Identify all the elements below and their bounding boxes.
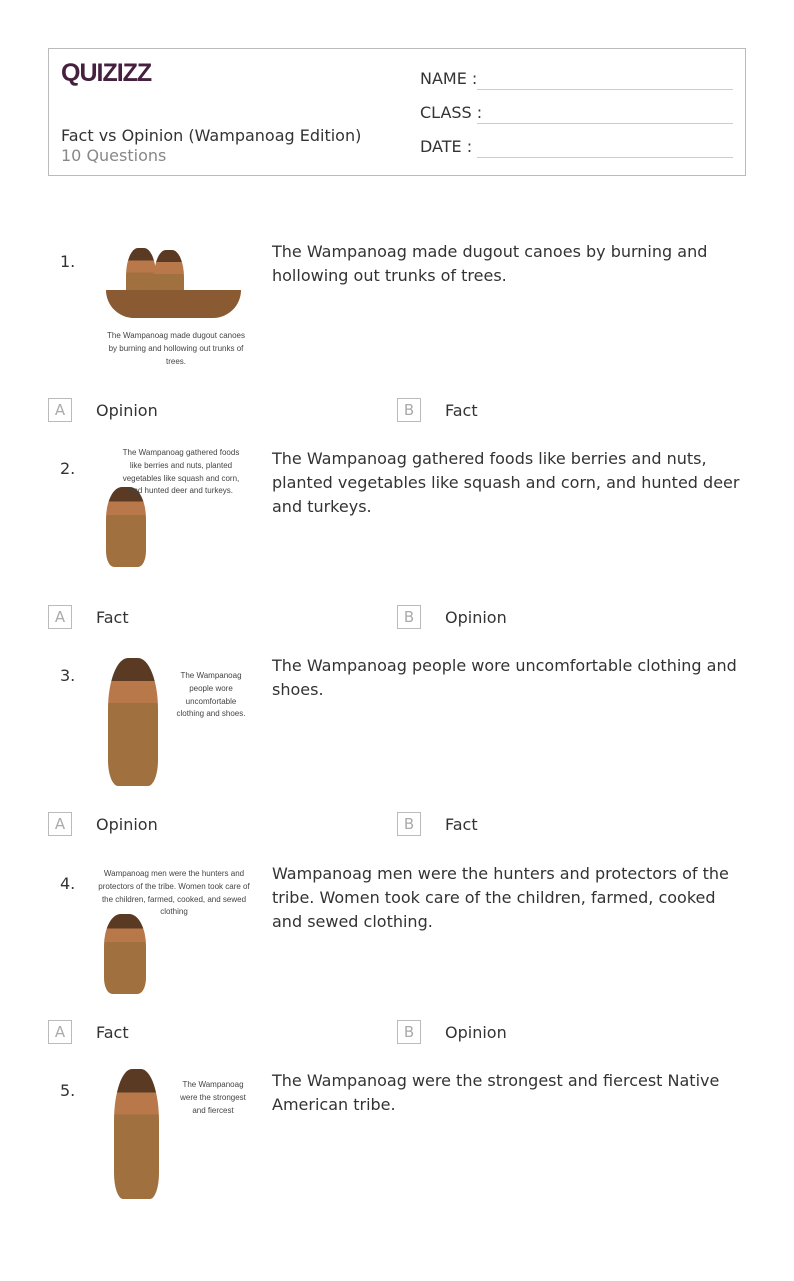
- question-image: [96, 1069, 252, 1205]
- option-label: Opinion: [96, 400, 158, 420]
- image-caption: Wampanoag men were the hunters and protectors of the tribe. Women took care of the children, farmed, cooked, and sewed clothing: [98, 869, 250, 917]
- class-field[interactable]: [420, 103, 482, 122]
- question-image: [96, 240, 252, 376]
- option-label: Fact: [96, 607, 129, 627]
- option-label: Opinion: [445, 1022, 507, 1042]
- question-2: [0, 448, 794, 659]
- option-label: Fact: [445, 400, 478, 420]
- question-number: 2.: [60, 459, 76, 478]
- question-1: [0, 242, 794, 452]
- question-3: [0, 656, 794, 866]
- figure-illustration: [108, 658, 158, 786]
- option-b[interactable]: [397, 812, 478, 836]
- option-a[interactable]: [48, 1020, 129, 1044]
- question-number: 3.: [60, 666, 76, 685]
- option-letter-box: A: [48, 398, 72, 422]
- question-4: [0, 864, 794, 1074]
- option-b[interactable]: [397, 398, 478, 422]
- date-field[interactable]: [420, 137, 472, 156]
- question-number: 1.: [60, 252, 76, 271]
- option-a[interactable]: [48, 605, 129, 629]
- question-number: 4.: [60, 874, 76, 893]
- option-b[interactable]: [397, 1020, 507, 1044]
- question-count: 10 Questions: [61, 146, 167, 165]
- option-a[interactable]: [48, 812, 158, 836]
- image-caption: The Wampanoag were the strongest and fiercest: [180, 1080, 246, 1115]
- class-label: CLASS :: [420, 103, 483, 122]
- canoe-illustration: [106, 290, 241, 318]
- name-label: NAME :: [420, 69, 478, 88]
- option-label: Fact: [445, 814, 478, 834]
- option-label: Opinion: [445, 607, 507, 627]
- option-b[interactable]: [397, 605, 507, 629]
- image-caption: The Wampanoag made dugout canoes by burning and hollowing out trunks of trees.: [106, 331, 245, 366]
- image-caption: The Wampanoag gathered foods like berries and nuts, planted vegetables like squash and corn, and hunted deer and turkeys.: [122, 448, 240, 496]
- question-text: Wampanoag men were the hunters and protectors of the tribe. Women took care of the children, farmed, cooked and sewed clothing.: [272, 864, 729, 931]
- option-letter-box: B: [397, 605, 421, 629]
- option-letter-box: A: [48, 1020, 72, 1044]
- option-label: Opinion: [96, 814, 158, 834]
- question-text: The Wampanoag gathered foods like berries and nuts, planted vegetables like squash and corn, and hunted deer and turkeys.: [272, 449, 740, 516]
- question-number: 5.: [60, 1081, 76, 1100]
- date-label: DATE :: [420, 137, 473, 156]
- worksheet-header: [48, 48, 746, 176]
- question-text: The Wampanoag made dugout canoes by burning and hollowing out trunks of trees.: [272, 242, 708, 285]
- question-image: [96, 654, 252, 790]
- question-image: [96, 862, 252, 998]
- figure-illustration: [114, 1069, 159, 1199]
- name-field[interactable]: [420, 69, 477, 88]
- option-letter-box: A: [48, 605, 72, 629]
- figure-illustration: [104, 914, 146, 994]
- figure-illustration: [106, 487, 146, 567]
- option-label: Fact: [96, 1022, 129, 1042]
- option-letter-box: A: [48, 812, 72, 836]
- option-letter-box: B: [397, 1020, 421, 1044]
- question-5: [0, 1071, 794, 1281]
- worksheet-title: Fact vs Opinion (Wampanoag Edition): [61, 126, 362, 145]
- question-image: [96, 447, 252, 583]
- option-letter-box: B: [397, 398, 421, 422]
- question-text: The Wampanoag people wore uncomfortable clothing and shoes.: [272, 656, 737, 699]
- quizizz-logo: QUIZIZZ: [61, 59, 152, 87]
- option-a[interactable]: [48, 398, 158, 422]
- question-text: The Wampanoag were the strongest and fiercest Native American tribe.: [272, 1071, 720, 1114]
- image-caption: The Wampanoag people wore uncomfortable clothing and shoes.: [176, 671, 246, 719]
- option-letter-box: B: [397, 812, 421, 836]
